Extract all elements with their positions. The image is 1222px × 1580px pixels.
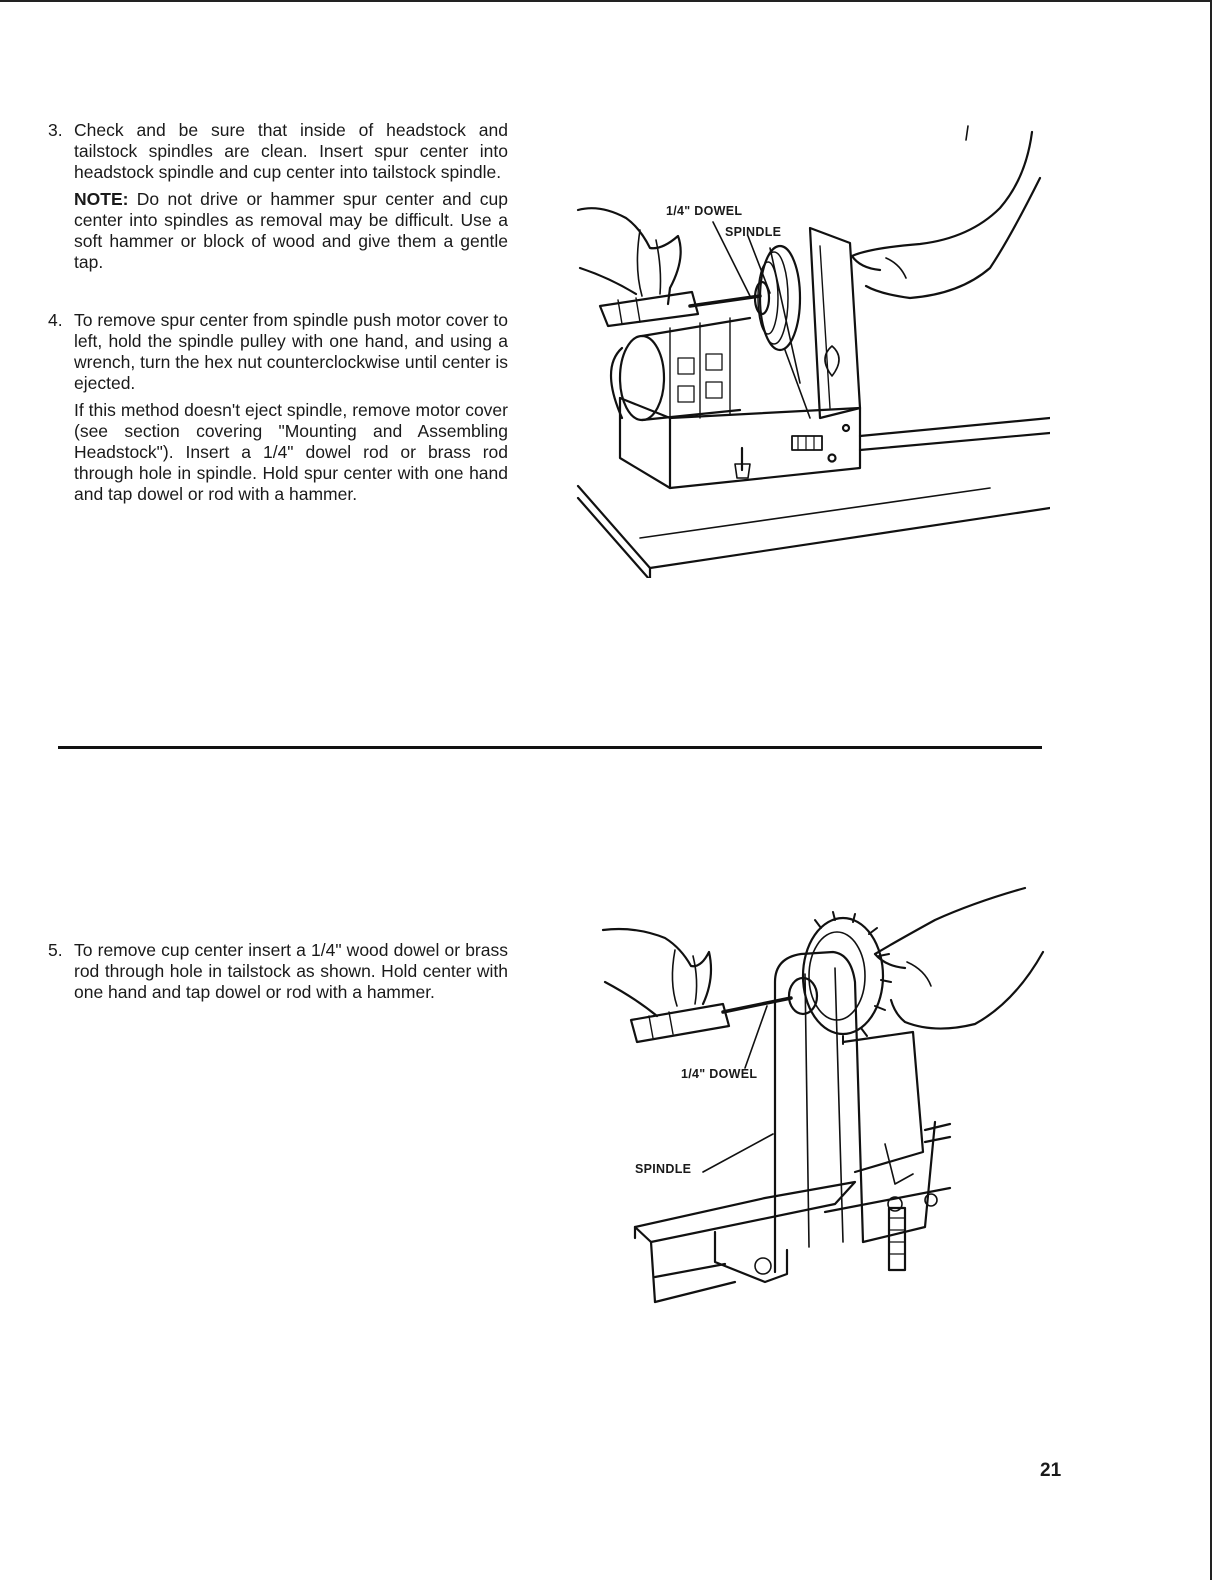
step-4-alternative: If this method doesn't eject spindle, remove motor cover (see section covering "Mounting and Assembling Headstock"). Insert a 1/4" dowel rod or brass rod through hole in spindle. Hold spur center with one hand and tap dowel or rod with a hammer.: [74, 400, 508, 504]
note-label: NOTE:: [74, 189, 129, 209]
step-4-body: [74, 310, 508, 511]
dowel-callout-2: 1/4" DOWEL: [681, 1067, 758, 1081]
tailstock-illustration: [595, 882, 1055, 1312]
step-4-number: 4.: [48, 310, 63, 330]
headstock-illustration: [570, 118, 1050, 578]
page-right-edge: [1210, 0, 1212, 1580]
page-top-edge: [0, 0, 1212, 2]
step-3-text: Check and be sure that inside of headstock and tailstock spindles are clean. Insert spur center into headstock spindle and cup center into tailstock spindle.: [74, 120, 508, 182]
step-4-text: To remove spur center from spindle push motor cover to left, hold the spindle pulley with one hand, and using a wrench, turn the hex nut counterclockwise until center is ejected.: [74, 310, 508, 393]
step-5-body: [74, 940, 508, 1009]
step-5-text: To remove cup center insert a 1/4" wood dowel or brass rod through hole in tailstock as shown. Hold center with one hand and tap dowel or rod with a hammer.: [74, 940, 508, 1002]
spindle-callout-2: SPINDLE: [635, 1162, 692, 1176]
note-text: Do not drive or hammer spur center and cup center into spindles as removal may be difficult. Use a soft hammer or block of wood and give them a gentle tap.: [74, 189, 508, 272]
step-3-note: [74, 189, 508, 273]
step-3-body: [74, 120, 508, 279]
section-divider: [58, 746, 1042, 749]
spindle-callout-1: SPINDLE: [725, 225, 782, 239]
step-3-number: 3.: [48, 120, 63, 140]
page-number: 21: [1040, 1460, 1062, 1481]
step-5-number: 5.: [48, 940, 63, 960]
dowel-callout-1: 1/4" DOWEL: [666, 204, 743, 218]
